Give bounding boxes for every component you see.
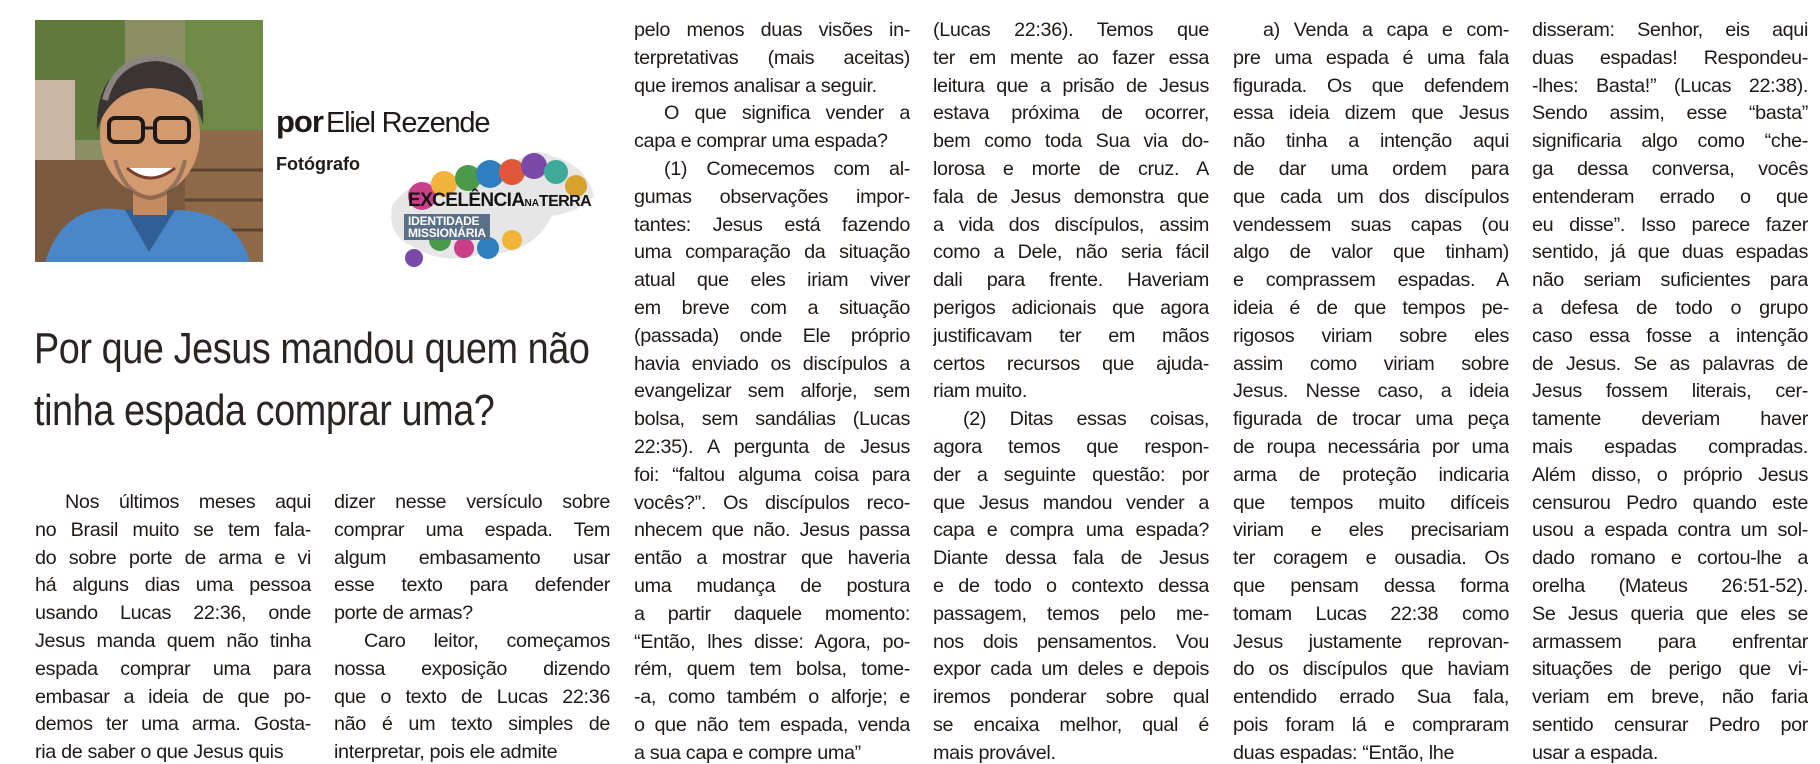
text-line: disseram: Senhor, eis aqui [1532, 19, 1808, 41]
text-line: dizer nesse versículo sobre [334, 491, 610, 513]
text-line: se encaixa melhor, qual é [933, 713, 1209, 736]
text-line: -a, como também o alforje; e [634, 686, 910, 709]
author-role: Fotógrafo [276, 154, 360, 174]
text-line: -lhes: Basta!” (Lucas 22:38). [1532, 74, 1808, 97]
text-line: (passada) onde Ele próprio [634, 324, 910, 347]
text-line: caso essa fosse a intenção [1532, 324, 1808, 347]
text-line: ter em mente ao fazer essa [933, 46, 1209, 69]
article-column-5 [1233, 17, 1509, 764]
text-line: O que significa vender a [664, 102, 910, 125]
text-line: duas espadas! Respondeu- [1532, 46, 1808, 69]
text-line: pre uma espada é uma fala [1233, 46, 1509, 69]
text-line: rém, quem tem bolsa, tome- [634, 658, 910, 681]
article-column-3 [634, 17, 910, 764]
text-line: entendido errado Sua fala, [1233, 686, 1509, 709]
text-line: Diante dessa fala de Jesus [933, 547, 1209, 570]
text-line: como a Dele, não seria fácil [933, 241, 1209, 264]
text-line: ideia é de que tempos pe- [1233, 296, 1509, 319]
text-line: a vida dos discípulos, assim [933, 213, 1209, 236]
text-line: assim como viriam sobre [1233, 352, 1509, 375]
text-line: ga dessa conversa, vocês [1532, 157, 1808, 180]
text-line: nhecem que não. Jesus passa [634, 519, 910, 542]
text-line: gumas observações impor- [634, 185, 910, 208]
text-line: atual que eles iriam viver [634, 269, 910, 292]
text-line: passagem, temos pelo me- [933, 602, 1209, 625]
text-line: expor cada um deles e depois [933, 658, 1209, 681]
article-column-4 [933, 17, 1209, 764]
text-line: de dar uma ordem para [1233, 157, 1509, 180]
text-line: certos recursos que ajuda- [933, 352, 1209, 375]
text-line: então a mostrar que haveria [634, 547, 910, 570]
text-line: a) Venda a capa e com- [1263, 19, 1509, 41]
author-name: Eliel Rezende [325, 107, 490, 139]
text-line: e comprassem espadas. A [1233, 269, 1509, 292]
text-line: em breve com a situação [634, 296, 910, 319]
text-line: situações de perigo que vi- [1532, 658, 1808, 681]
text-line: “Então, lhes disse: Agora, po- [634, 630, 910, 653]
text-line: espada comprar uma para [35, 657, 311, 680]
author-photo [35, 20, 263, 262]
text-line: capa e compra uma espada? [933, 519, 1209, 542]
text-line: porte de armas? [334, 602, 473, 625]
author-byline [276, 104, 489, 140]
text-line: algo de valor que tinham) [1233, 241, 1509, 264]
text-line: dali para frente. Haveriam [933, 269, 1209, 292]
text-line: Jesus justamente reprovan- [1233, 630, 1509, 653]
text-line: tantes: Jesus está fazendo [634, 213, 910, 236]
text-line: a defesa de todo o grupo [1532, 296, 1808, 319]
text-line: usar a espada. [1532, 741, 1658, 764]
text-line: (1) Comecemos com al- [664, 157, 910, 180]
text-line: bem como toda Sua via do- [933, 130, 1209, 153]
text-line: sentido censurar Pedro por [1532, 713, 1808, 736]
text-line: vendessem suas capas (ou [1233, 213, 1509, 236]
text-line: Nos últimos meses aqui [65, 491, 311, 513]
text-line: não tinha a intenção aqui [1233, 130, 1509, 153]
text-line: mais espadas compradas. [1532, 435, 1808, 458]
text-line: Jesus manda quem não tinha [35, 629, 311, 652]
text-line: a sua capa e compre uma” [634, 741, 861, 764]
text-line: interpretar, pois ele admite [334, 741, 558, 764]
text-line: evangelizar sem alforje, sem [634, 380, 910, 403]
text-line: havia enviado os discípulos a [634, 352, 910, 375]
text-line: esse texto para defender [334, 574, 610, 597]
text-line: foi: “faltou alguma coisa para [634, 463, 910, 486]
text-line: duas espadas: “Então, lhe [1233, 741, 1455, 764]
text-line: comprar uma espada. Tem [334, 518, 610, 541]
text-line: ter coragem e ousadia. Os [1233, 547, 1509, 570]
text-line: que tempos muito difíceis [1233, 491, 1509, 514]
text-line: leitura que a prisão de Jesus [933, 74, 1209, 97]
text-line: nos dois pensamentos. Vou [933, 630, 1209, 653]
text-line: censurou Pedro quando este [1532, 491, 1808, 514]
text-line: vocês?”. Os discípulos reco- [634, 491, 910, 514]
text-line: tamente deveriam haver [1532, 408, 1808, 431]
text-line: figurada de trocar uma peça [1233, 408, 1509, 431]
text-line: armassem para enfrentar [1532, 630, 1808, 653]
text-line: algum embasamento usar [334, 546, 610, 569]
article-column-1 [35, 489, 311, 764]
text-line: que pensam dessa forma [1233, 574, 1509, 597]
headline-line-2: tinha espada comprar uma? [34, 386, 495, 435]
text-line: justificavam ter em mãos [933, 324, 1209, 347]
text-line: veriam em breve, não faria [1532, 686, 1808, 709]
text-line: demos ter uma arma. Gosta- [35, 713, 311, 736]
text-line: não seriam suficientes para [1532, 269, 1808, 292]
article-headline [34, 318, 619, 442]
text-line: sentido, já que duas espadas [1532, 241, 1808, 264]
text-line: Se Jesus queria que eles se [1532, 602, 1808, 625]
byline-prefix: por [276, 104, 323, 139]
text-line: terpretativas (mais aceitas) [634, 46, 910, 69]
text-line: perigos adicionais que agora [933, 296, 1209, 319]
text-line: bolsa, sem sandálias (Lucas [634, 408, 910, 431]
text-line: Jesus fossem literais, cer- [1532, 380, 1808, 403]
text-line: nossa exposição dizendo [334, 657, 610, 680]
headline-line-1: Por que Jesus mandou quem não [34, 324, 590, 373]
text-line: Além disso, o próprio Jesus [1532, 463, 1808, 486]
text-line: a partir daquele momento: [634, 602, 910, 625]
text-line: de roupa necessária por uma [1233, 435, 1509, 458]
text-line: capa e comprar uma espada? [634, 130, 888, 153]
text-line: de Jesus. Se as palavras de [1532, 352, 1808, 375]
text-line: orelha (Mateus 26:51-52). [1532, 574, 1808, 597]
text-line: tomam Lucas 22:38 como [1233, 602, 1509, 625]
text-line: fala de Jesus demonstra que [933, 185, 1209, 208]
text-line: mais provável. [933, 741, 1056, 764]
text-line: iremos ponderar sobre qual [933, 686, 1209, 709]
text-line: (2) Ditas essas coisas, [963, 408, 1209, 431]
text-line: dado romano e cortou-lhe a [1532, 547, 1808, 570]
text-line: eu disse”. Isso parece fazer [1532, 213, 1808, 236]
article-column-2 [334, 489, 610, 764]
text-line: e de todo o contexto dessa [933, 574, 1209, 597]
text-line: usando Lucas 22:36, onde [35, 602, 311, 625]
text-line: ria de saber o que Jesus quis [35, 741, 284, 764]
text-line: que Jesus mandou vender a [933, 491, 1209, 514]
text-line: rigosos viriam sobre eles [1233, 324, 1509, 347]
text-line: Caro leitor, começamos [364, 629, 610, 652]
text-line: figurada. Os que defendem [1233, 74, 1509, 97]
logo-subtitle: IDENTIDADE MISSIONÁRIA [404, 214, 490, 240]
text-line: lorosa e morte de cruz. A [933, 157, 1209, 180]
text-line: uma mudança de postura [634, 574, 910, 597]
text-line: uma comparação da situação [634, 241, 910, 264]
text-line: que iremos analisar a seguir. [634, 74, 877, 97]
text-line: Sendo assim, esse “basta” [1532, 102, 1808, 125]
text-line: do os discípulos que haviam [1233, 658, 1509, 681]
text-line: 22:35). A pergunta de Jesus [634, 435, 910, 458]
text-line: do sobre porte de arma e vi [35, 546, 311, 569]
text-line: embasar a ideia de que po- [35, 685, 311, 708]
text-line: que cada um dos discípulos [1233, 185, 1509, 208]
text-line: arma de proteção indicaria [1233, 463, 1509, 486]
text-line: entenderam errado o que [1532, 185, 1808, 208]
text-line: pelo menos duas visões in- [634, 19, 910, 41]
text-line: der a seguinte questão: por [933, 463, 1209, 486]
text-line: (Lucas 22:36). Temos que [933, 19, 1209, 41]
text-line: Jesus. Nesse caso, a ideia [1233, 380, 1509, 403]
text-line: usou a espada contra um sol- [1532, 519, 1808, 542]
article-column-6 [1532, 17, 1808, 764]
text-line: que o texto de Lucas 22:36 [334, 685, 610, 708]
text-line: há alguns dias uma pessoa [35, 574, 311, 597]
text-line: o que não tem espada, venda [634, 713, 910, 736]
excelencia-na-terra-logo [382, 136, 602, 272]
text-line: não é um texto simples de [334, 713, 610, 736]
logo-title: EXCELÊNCIANATERRA [408, 190, 592, 211]
text-line: pois foram lá e compraram [1233, 713, 1509, 736]
text-line: significaria algo como “che- [1532, 130, 1808, 153]
text-line: essa ideia dizem que Jesus [1233, 102, 1509, 125]
text-line: estava próxima de ocorrer, [933, 102, 1209, 125]
text-line: agora temos que respon- [933, 435, 1209, 458]
text-line: viriam e eles precisariam [1233, 519, 1509, 542]
text-line: no Brasil muito se tem fala- [35, 518, 311, 541]
text-line: riam muito. [933, 380, 1027, 403]
